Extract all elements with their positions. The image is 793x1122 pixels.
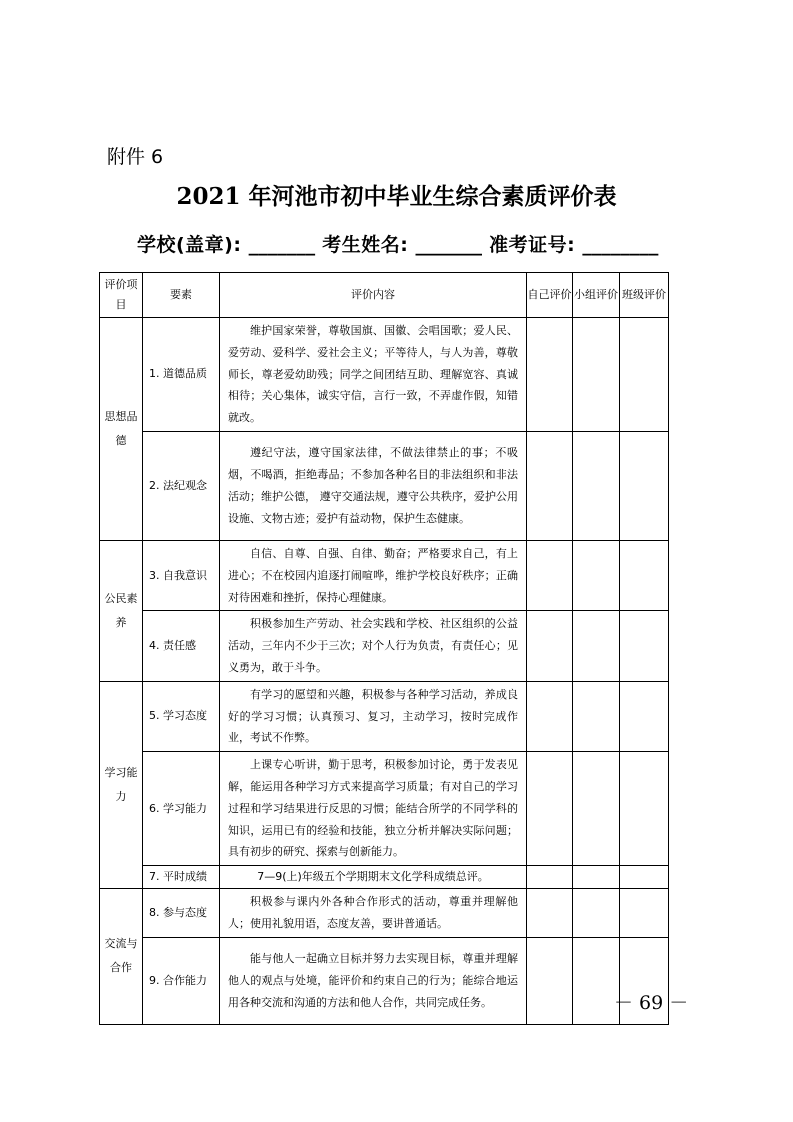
group-eval-cell[interactable] — [573, 681, 620, 751]
self-eval-cell[interactable] — [527, 431, 573, 540]
self-eval-cell[interactable] — [527, 752, 573, 866]
class-eval-cell[interactable] — [620, 889, 669, 938]
class-eval-cell[interactable] — [620, 866, 669, 889]
table-row — [100, 681, 669, 751]
school-blank[interactable]: _______ — [248, 234, 316, 256]
element-cell: 8. 参与态度 — [143, 889, 220, 938]
table-header-row — [100, 273, 669, 318]
content-cell: 自信、自尊、自强、自律、勤奋；严格要求自己，有上进心；不在校园内追逐打闹喧哗，维护学校良好秩序；正确对待困难和挫折，保持心理健康。 — [220, 540, 527, 610]
name-label: 考生姓名: — [322, 234, 409, 256]
content-cell: 积极参与课内外各种合作形式的活动，尊重并理解他人；使用礼貌用语，态度友善，要讲普通话。 — [220, 889, 527, 938]
info-line — [137, 230, 658, 257]
class-eval-cell[interactable] — [620, 540, 669, 610]
class-eval-cell[interactable] — [620, 681, 669, 751]
content-cell: 能与他人一起确立目标并努力去实现目标，尊重并理解他人的观点与处境，能评价和约束自己的行为；能综合地运用各种交流和沟通的方法和他人合作，共同完成任务。 — [220, 937, 527, 1024]
self-eval-cell[interactable] — [527, 318, 573, 432]
class-eval-cell[interactable] — [620, 752, 669, 866]
group-eval-cell[interactable] — [573, 866, 620, 889]
class-eval-cell[interactable] — [620, 431, 669, 540]
element-cell: 5. 学习态度 — [143, 681, 220, 751]
element-cell: 3. 自我意识 — [143, 540, 220, 610]
name-blank[interactable]: _______ — [415, 234, 482, 256]
content-cell: 维护国家荣誉，尊敬国旗、国徽、会唱国歌；爱人民、爱劳动、爱科学、爱社会主义；平等待人，与人为善，尊敬师长，尊老爱幼助残；同学之间团结互助、理解宽容、真诚相待；关心集体，诚实守信，言行一致，不弄虚作假，知错就改。 — [220, 318, 527, 432]
id-blank[interactable]: ________ — [582, 234, 659, 256]
table-row — [100, 752, 669, 866]
self-eval-cell[interactable] — [527, 937, 573, 1024]
header-content: 评价内容 — [220, 273, 527, 318]
category-cell: 交流与合作 — [100, 889, 143, 1025]
category-cell: 思想品德 — [100, 318, 143, 541]
content-cell: 积极参加生产劳动、社会实践和学校、社区组织的公益活动，三年内不少于三次；对个人行为负责，有责任心；见义勇为，敢于斗争。 — [220, 611, 527, 681]
school-label: 学校(盖章): — [137, 234, 242, 256]
group-eval-cell[interactable] — [573, 540, 620, 610]
group-eval-cell[interactable] — [573, 318, 620, 432]
table-row — [100, 937, 669, 1024]
self-eval-cell[interactable] — [527, 681, 573, 751]
content-cell: 有学习的愿望和兴趣，积极参与各种学习活动，养成良好的学习习惯；认真预习、复习，主动学习，按时完成作业，考试不作弊。 — [220, 681, 527, 751]
header-element: 要素 — [143, 273, 220, 318]
element-cell: 9. 合作能力 — [143, 937, 220, 1024]
content-cell: 7—9(上)年级五个学期期末文化学科成绩总评。 — [220, 866, 527, 889]
class-eval-cell[interactable] — [620, 318, 669, 432]
class-eval-cell[interactable] — [620, 611, 669, 681]
table-row — [100, 318, 669, 432]
page-title: 2021 年河池市初中毕业生综合素质评价表 — [176, 183, 617, 210]
table-row — [100, 611, 669, 681]
table-row — [100, 889, 669, 938]
category-cell: 公民素养 — [100, 540, 143, 681]
element-cell: 4. 责任感 — [143, 611, 220, 681]
self-eval-cell[interactable] — [527, 611, 573, 681]
header-self: 自己评价 — [527, 273, 573, 318]
element-cell: 2. 法纪观念 — [143, 431, 220, 540]
content-cell: 遵纪守法，遵守国家法律，不做法律禁止的事；不吸烟，不喝酒，拒绝毒品；不参加各种名目的非法组织和非法活动；维护公德， 遵守交通法规，遵守公共秩序，爱护公用设施、文物古迹；爱护有益动物，保护生态健康。 — [220, 431, 527, 540]
group-eval-cell[interactable] — [573, 611, 620, 681]
header-class: 班级评价 — [620, 273, 669, 318]
header-item: 评价项目 — [100, 273, 143, 318]
page-number: － 69 － — [614, 992, 689, 1014]
self-eval-cell[interactable] — [527, 866, 573, 889]
element-cell: 6. 学习能力 — [143, 752, 220, 866]
element-cell: 1. 道德品质 — [143, 318, 220, 432]
group-eval-cell[interactable] — [573, 937, 620, 1024]
content-cell: 上课专心听讲，勤于思考，积极参加讨论，勇于发表见解，能运用各种学习方式来提高学习质量；有对自己的学习过程和学习结果进行反思的习惯；能结合所学的不同学科的知识，运用已有的经验和技能，独立分析并解决实际问题；具有初步的研究、探索与创新能力。 — [220, 752, 527, 866]
id-label: 准考证号: — [489, 234, 576, 256]
table-row — [100, 431, 669, 540]
attachment-label: 附件 6 — [107, 146, 164, 168]
group-eval-cell[interactable] — [573, 431, 620, 540]
evaluation-table — [99, 272, 669, 1025]
table-row — [100, 540, 669, 610]
table-row — [100, 866, 669, 889]
self-eval-cell[interactable] — [527, 540, 573, 610]
element-cell: 7. 平时成绩 — [143, 866, 220, 889]
header-group: 小组评价 — [573, 273, 620, 318]
group-eval-cell[interactable] — [573, 752, 620, 866]
group-eval-cell[interactable] — [573, 889, 620, 938]
self-eval-cell[interactable] — [527, 889, 573, 938]
category-cell: 学习能力 — [100, 681, 143, 888]
